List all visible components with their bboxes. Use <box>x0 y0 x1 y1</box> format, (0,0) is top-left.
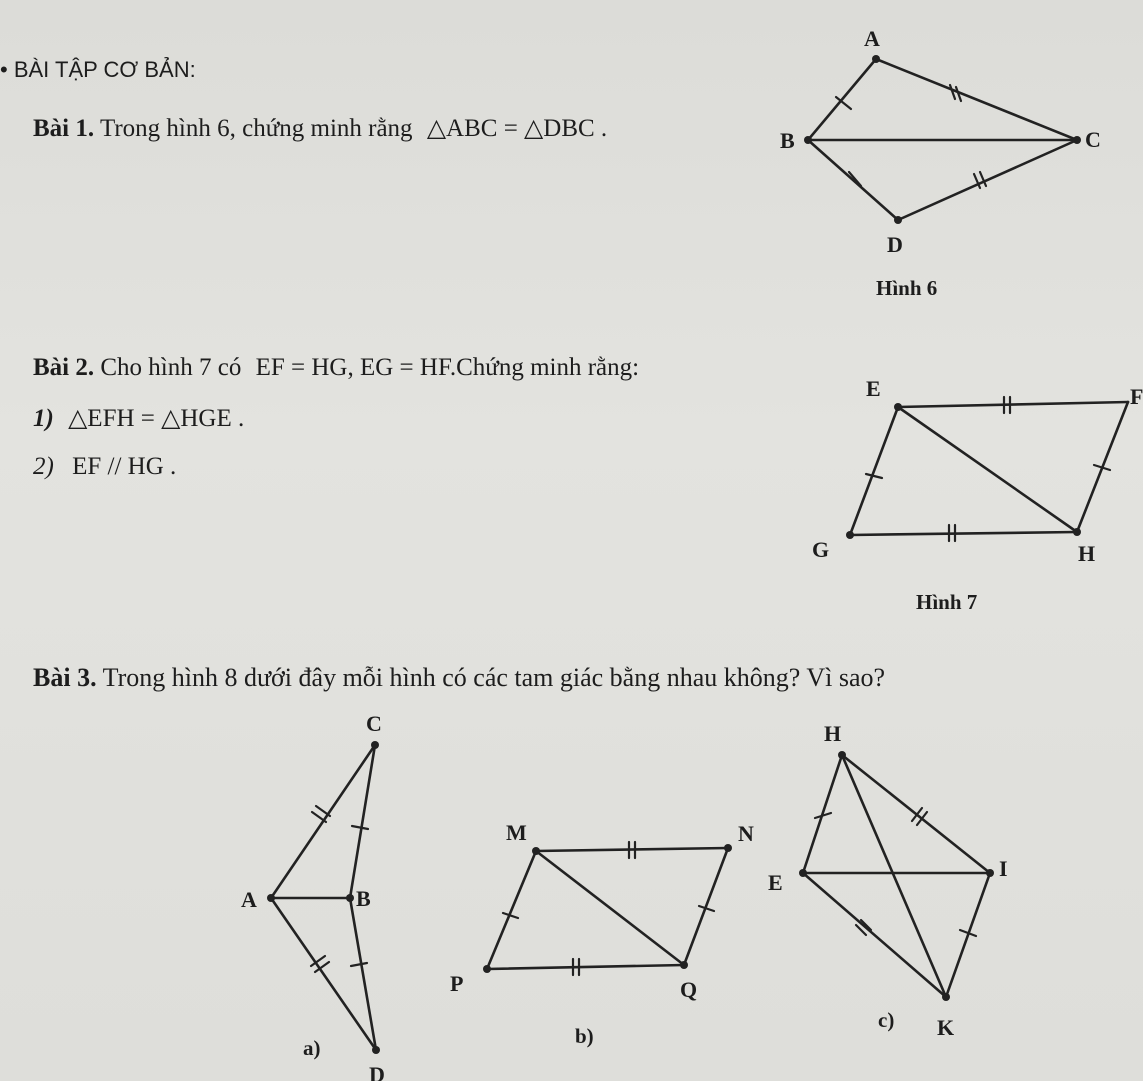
segment-eg <box>850 407 898 535</box>
segment-ef <box>898 402 1128 407</box>
point-d <box>894 216 902 224</box>
label-h: H <box>1078 541 1096 566</box>
point-e <box>894 403 902 411</box>
segment-ac <box>876 59 1077 140</box>
point-d-8a <box>372 1046 380 1054</box>
exercise-3-label: Bài 3. <box>33 663 97 692</box>
label-g: G <box>812 537 830 562</box>
tick-cb <box>352 826 368 829</box>
point-k <box>942 993 950 1001</box>
item-1-number: 1) <box>33 405 54 432</box>
point-c-8a <box>371 741 379 749</box>
point-m <box>532 847 540 855</box>
point-b <box>804 136 812 144</box>
segment-mp <box>487 851 536 969</box>
label-e-8c: E <box>768 870 783 895</box>
label-d: D <box>887 232 903 257</box>
segment-eh <box>898 407 1077 532</box>
tick-ca-1 <box>312 812 326 822</box>
segment-bd-8a <box>350 898 376 1050</box>
heading-text: BÀI TẬP CƠ BẢN: <box>13 57 196 82</box>
item-2-text: EF // HG . <box>72 453 177 480</box>
figure-7-caption: Hình 7 <box>916 590 978 614</box>
figure-8a <box>241 711 385 1081</box>
exercise-2-text-after: .Chứng minh rằng: <box>449 354 640 381</box>
point-e-8c <box>799 869 807 877</box>
figure-6-caption: Hình 6 <box>876 276 938 300</box>
point-b-8a <box>346 894 354 902</box>
subfigure-a-label: a) <box>303 1036 321 1060</box>
item-2-number: 2) <box>33 453 54 480</box>
tick-ca-2 <box>316 806 330 816</box>
point-h <box>1073 528 1081 536</box>
segment-cb <box>350 745 375 898</box>
label-b: B <box>780 128 795 153</box>
item-1-text: △EFH = △HGE . <box>68 405 245 432</box>
label-m: M <box>506 820 527 845</box>
label-n: N <box>738 821 754 846</box>
label-k: K <box>937 1015 955 1040</box>
segment-ek <box>803 873 946 997</box>
segment-ca <box>271 745 375 898</box>
point-p <box>483 965 491 973</box>
point-a <box>872 55 880 63</box>
segment-ab <box>808 59 876 140</box>
exercise-1-label: Bài 1. <box>33 115 95 142</box>
segment-dc <box>898 140 1077 220</box>
point-a-8a <box>267 894 275 902</box>
exercise-3-text: Trong hình 8 dưới đây mỗi hình có các tam giác bằng nhau không? Vì sao? <box>102 663 886 692</box>
label-a-8a: A <box>241 887 257 912</box>
segment-hk <box>842 755 946 997</box>
label-i: I <box>999 856 1008 881</box>
figure-8c <box>768 721 1008 1040</box>
point-g <box>846 531 854 539</box>
label-e: E <box>866 376 881 401</box>
label-q: Q <box>680 977 698 1002</box>
subfigure-c-label: c) <box>878 1008 895 1032</box>
exercise-2-math: EF = HG, EG = HF <box>255 354 450 381</box>
figure-8b <box>450 820 754 1048</box>
point-q <box>680 961 688 969</box>
label-h-8c: H <box>824 721 842 746</box>
segment-ad <box>271 898 376 1050</box>
segment-mq <box>536 851 684 965</box>
heading-bullet: • <box>0 57 8 82</box>
exercise-2-text-before: Cho hình 7 có <box>100 354 242 381</box>
label-b-8a: B <box>356 886 371 911</box>
exercise-2-label: Bài 2. <box>33 354 95 381</box>
point-c <box>1073 136 1081 144</box>
label-p: P <box>450 971 464 996</box>
tick-bd-8a <box>351 963 367 966</box>
label-c: C <box>1085 127 1101 152</box>
label-c-8a: C <box>366 711 382 736</box>
segment-pq <box>487 965 684 969</box>
segment-nq <box>684 848 728 965</box>
label-d-8a: D <box>369 1062 385 1081</box>
segment-bd <box>808 140 898 220</box>
exercise-1-text: Trong hình 6, chứng minh rằng <box>99 115 413 142</box>
tick-ac-1 <box>950 85 955 99</box>
label-a: A <box>864 26 880 51</box>
segment-gh <box>850 532 1077 535</box>
point-n <box>724 844 732 852</box>
subfigure-b-label: b) <box>575 1024 594 1048</box>
point-i <box>986 869 994 877</box>
segment-mn <box>536 848 728 851</box>
segment-ik <box>946 873 990 997</box>
figure-6 <box>780 26 1101 257</box>
point-h-8c <box>838 751 846 759</box>
segment-he <box>803 755 842 873</box>
label-f: F <box>1130 384 1143 409</box>
exercise-1-math: △ABC = △DBC . <box>426 115 608 142</box>
figure-7 <box>812 376 1143 566</box>
